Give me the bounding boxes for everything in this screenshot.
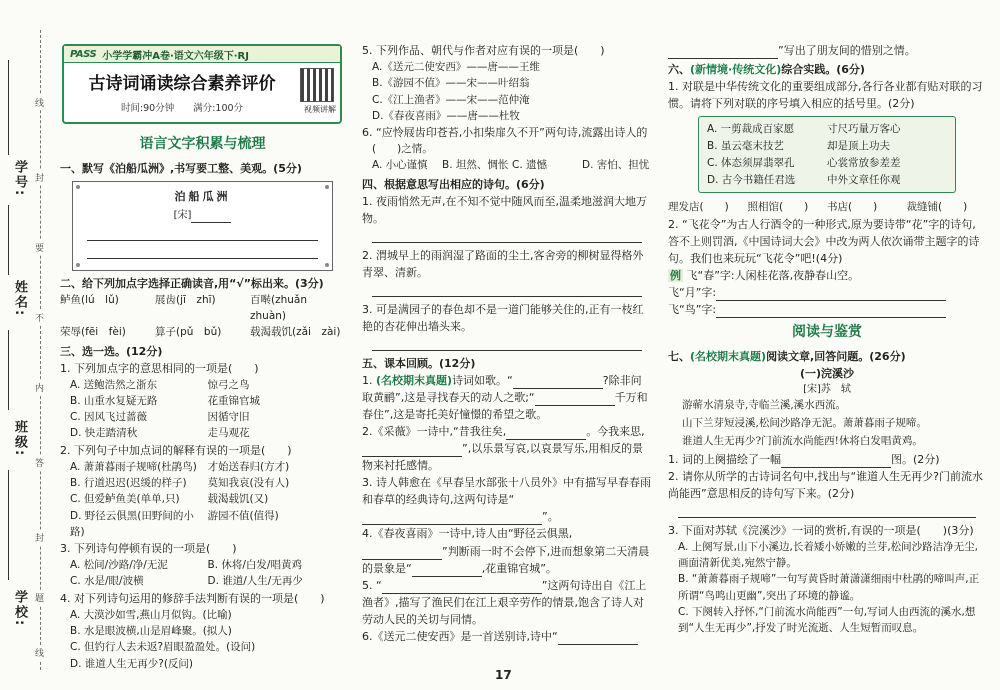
question: 1. 夜雨悄然无声,在不知不觉中随风而至,温柔地滋润大地万物。: [362, 194, 647, 225]
couplet-row: B. 虽云毫末技艺 却是顶上功夫: [707, 139, 890, 152]
option[interactable]: A. 大漠沙如雪,燕山月似钩。(比喻): [70, 608, 232, 621]
fly-flower-2: 飞“鸟”字:: [668, 301, 986, 318]
question: 2.《采薇》一诗中,“昔我往矣, 。今我来思,”,以乐景写哀,以哀景写乐,用相反的景物来衬托感情。: [362, 425, 645, 473]
question: 4. 对下列诗句运用的修辞手法判断有误的一项是( ): [60, 591, 325, 605]
shop-answer[interactable]: 照相馆( ): [747, 201, 809, 214]
question: 2. 下列句子中加点词的解释有误的一项是( ): [60, 443, 292, 457]
option-row[interactable]: C. 但爱鲈鱼美(单单,只) 载渴载饥(又): [70, 493, 269, 506]
question-cont: ”写出了朋友间的惜别之情。: [668, 42, 986, 59]
choice-row: [60, 292, 345, 325]
tick-text: 线: [35, 645, 44, 660]
question: 6.《送元二使安西》是一首送别诗,诗中“: [362, 628, 652, 645]
question: 3. 下面对苏轼《浣溪沙》一词的赏析,有误的一项是( )(3分): [668, 523, 974, 537]
answer-line[interactable]: [87, 225, 318, 241]
option-row[interactable]: B. 行道迟迟(迟缓的样子) 莫知我哀(没有人): [70, 477, 290, 490]
question: 2. 请你从所学的古诗词名句中,找出与“谁道人生无再少?门前流水尚能西”意思相反的诗句写下来。(2分): [668, 469, 984, 500]
question-cont: ( )之情。: [372, 143, 433, 156]
poem-intro: 游蕲水清泉寺,寺临兰溪,溪水西流。: [682, 399, 847, 412]
option-row[interactable]: D. 快走踏清秋 走马观花: [70, 427, 250, 440]
corner-dot: [325, 185, 329, 189]
option[interactable]: B.《游园不值》——宋——叶绍翁: [372, 77, 530, 90]
answer-line[interactable]: [678, 504, 976, 518]
corner-dot: [76, 185, 80, 189]
tag-label: (名校期末真题): [376, 374, 453, 388]
label-school: 学校:: [12, 590, 27, 628]
option[interactable]: D.《春夜喜雨》——唐——杜牧: [372, 109, 520, 122]
fill-blank[interactable]: [362, 559, 442, 560]
tick-text: 要: [35, 240, 44, 255]
tick-text: 不: [35, 310, 44, 325]
question: 1. 词的上阕描绘了一幅 图。(2分): [668, 451, 986, 468]
header-band: [64, 46, 340, 63]
option-row[interactable]: C. 水是/眼/波横 D. 谁道/人生/无再少: [70, 575, 303, 588]
option-row[interactable]: C. 因风飞过蔷薇 因循守旧: [70, 411, 250, 424]
poem-author: [宋]: [73, 208, 332, 224]
question: 1. (名校期末真题)诗词如歌。“ ?除非问取黄鹂”,这是寻找春天的动人之歌;“ 千万和春住”,这是寄托美好憧憬的希望之歌。: [362, 374, 648, 422]
section-title: 阅读与鉴赏: [792, 323, 862, 340]
option-row[interactable]: D. 野径云俱黑(田野间的小路) 游园不值(值得): [70, 509, 279, 538]
choice[interactable]: 载渴载饥(zǎi zài): [250, 326, 341, 339]
fill-line-school: [8, 470, 9, 580]
corner-dot: [325, 263, 329, 267]
question-heading: 二、给下列加点字选择正确读音,用“√”标出来。(3分): [60, 276, 324, 290]
tick-text: 题: [35, 590, 44, 605]
poem-line: 谁道人生无再少?门前流水尚能西!休将白发唱黄鸡。: [682, 434, 923, 447]
fill-line-name: [8, 205, 9, 275]
cut-line: [40, 30, 41, 670]
brand-logo: PASS: [70, 48, 97, 60]
option[interactable]: C. 遗憾: [512, 159, 548, 172]
fill-blank[interactable]: [513, 388, 603, 389]
shop-answer[interactable]: 理发店( ): [668, 201, 729, 214]
choice-row: [60, 324, 345, 340]
question: 2. “飞花令”为古人行酒令的一种形式,原为要诗带“花”字的诗句,答不上则罚酒,《中国诗词大会》中改为两人依次诵带主题字的诗句。我们也来玩玩“飞花令”吧!(4分): [668, 217, 980, 265]
choice[interactable]: 荣辱(fēi fèi): [60, 326, 126, 339]
fill-blank[interactable]: [506, 439, 586, 440]
option-row[interactable]: A. 松间/沙路/净/无泥 B. 休将/白发/唱黄鸡: [70, 559, 302, 572]
page-number: 17: [495, 668, 512, 682]
option[interactable]: C. 但钓行人去未返?眉眼盈盈处。(设问): [70, 641, 256, 654]
choice[interactable]: 百啭(zhuǎn zhuàn): [250, 293, 318, 323]
question: 5. 下列作品、朝代与作者对应有误的一项是( ): [362, 44, 605, 57]
option[interactable]: B. “萧萧暮雨子规啼”一句写黄昏时萧潇潇细雨中杜鹃的啼叫声,正所谓“鸟鸣山更幽”,突出了环境的静谧。: [678, 573, 980, 602]
couplet-row: D. 古今书籍任君选 中外文章任你观: [707, 173, 901, 186]
exam-meta: 时间:90分钟 满分:100分: [120, 103, 244, 114]
column-2: [362, 42, 652, 645]
choice[interactable]: 展齿(jī zhī): [155, 293, 216, 306]
label-id: 学号:: [12, 160, 27, 198]
option-row: [362, 157, 652, 173]
fill-blank[interactable]: [362, 456, 462, 457]
fill-blank[interactable]: [558, 644, 638, 645]
qr-code-icon[interactable]: [300, 68, 334, 102]
question-heading: 一、默写《泊船瓜洲》,书写要工整、美观。(5分): [60, 161, 302, 175]
exam-title: 古诗词诵读综合素养评价: [88, 74, 276, 94]
question-heading: 四、根据意思写出相应的诗句。(6分): [362, 177, 545, 191]
poem-title: (一)浣溪沙: [799, 366, 855, 380]
question: 3. 下列诗句停顿有误的一项是( ): [60, 542, 237, 556]
label-name: 姓名:: [12, 280, 27, 318]
couplet-row: C. 体态须屏翡翠孔 心裳常放参差差: [707, 156, 901, 169]
section-title: 语言文字积累与梳理: [139, 136, 266, 152]
corner-dot: [76, 263, 80, 267]
tick-text: 封: [35, 170, 44, 185]
answer-line[interactable]: [87, 243, 318, 259]
option[interactable]: D. 害怕、担忧: [582, 159, 650, 172]
shop-row: [668, 199, 986, 215]
fly-flower-1: 飞“月”字:: [668, 284, 986, 301]
fill-blank[interactable]: [716, 317, 946, 318]
couplet-box: [698, 116, 956, 193]
fill-blank[interactable]: [668, 58, 778, 59]
option[interactable]: A. 上阕写景,山下小溪边,长着矮小娇嫩的兰芽,松间沙路洁净无尘,画面清新优美,宛然宁静。: [678, 540, 979, 570]
option-row[interactable]: B. 山重水复疑无路 花重锦官城: [70, 394, 260, 407]
question: 1. 下列加点字的意思相同的一项是( ): [60, 361, 259, 375]
option-row[interactable]: A. 萧萧暮雨子规啼(杜鹃鸟) 才始送春归(方才): [70, 460, 290, 473]
fill-blank[interactable]: [382, 593, 542, 594]
question-heading: 七、(名校期末真题)阅读文章,回答问题。(26分): [668, 349, 906, 363]
fill-blank[interactable]: [535, 405, 615, 406]
option[interactable]: A. 小心谨慎: [372, 159, 428, 172]
option[interactable]: B. 水是眼波横,山是眉峰聚。(拟人): [70, 625, 232, 637]
answer-line[interactable]: [372, 229, 642, 243]
question: 3. 可是满园子的春色却不是一道门能够关住的,正有一枝红艳的杏花伸出墙头来。: [362, 302, 644, 333]
binding-strip: [0, 0, 58, 690]
question: 4.《春夜喜雨》一诗中,诗人由“野径云俱黑,”判断雨一时不会停下,进而想象第二天清晨的景象是“ ,花重锦官城”。: [362, 525, 652, 576]
tick-text: 封: [35, 530, 44, 545]
answer-line[interactable]: [372, 337, 642, 351]
question-heading: 六、(新情境·传统文化)综合实践。(6分): [668, 63, 865, 77]
question: 6. “应怜屐齿印苍苔,小扣柴扉久不开”两句诗,流露出诗人的: [362, 126, 648, 140]
tick-text: 答: [35, 455, 44, 470]
question-heading: 五、课本回顾。(12分): [362, 357, 476, 371]
option-row[interactable]: A. 送鲍浩然之浙东 惊弓之鸟: [70, 378, 250, 391]
option[interactable]: C. 下阕转入抒怀,“门前流水尚能西”一句,写词人由西流的溪水,想到“人生无再少”,抒发了时光流逝、人生短暂而叹息。: [678, 605, 976, 635]
poem-title: 泊船瓜洲: [174, 189, 231, 203]
choice[interactable]: 鲈鱼(lú lǔ): [60, 293, 119, 306]
shop-answer[interactable]: 书店( ): [827, 201, 878, 214]
exam-header: [62, 44, 342, 124]
question-heading: 三、选一选。(12分): [60, 344, 163, 358]
shop-answer[interactable]: 裁缝铺( ): [906, 201, 968, 214]
option[interactable]: D. 谁道人生无再少?(反问): [70, 657, 194, 670]
poem-writing-box[interactable]: [72, 181, 333, 271]
couplet-row: A. 一剪裁成百家愿 寸尺巧量万客心: [707, 123, 901, 136]
tag-label: (名校期末真题): [690, 349, 767, 363]
example-tag: 例: [670, 268, 681, 282]
tick-text: 线: [35, 95, 44, 110]
question: 5. “ ”这两句诗出自《江上渔者》,描写了渔民们在江上艰辛劳作的情景,饱含了诗人对劳动人民的关切与同情。: [362, 578, 647, 626]
tick-text: 内: [35, 380, 44, 395]
option[interactable]: B. 坦然、惆怅: [442, 159, 509, 172]
column-1: [60, 130, 345, 672]
question: 3. 诗人韩愈在《早春呈水部张十八员外》中有描写早春春雨和春草的经典诗句,这两句诗是“”。: [362, 474, 652, 525]
poem-author: [宋]苏 轼: [803, 383, 851, 395]
tag-label: (新情境·传统文化): [690, 63, 782, 77]
fill-line-id: [8, 60, 9, 155]
fill-line-class: [8, 330, 9, 410]
poem-line: 山下兰芽短浸溪,松间沙路净无泥。萧萧暮雨子规啼。: [682, 417, 927, 430]
series-name: 小学学霸冲A卷·语文六年级下·RJ: [102, 50, 249, 62]
column-3: [668, 42, 986, 637]
example: 例 飞“春”字:人闲桂花落,夜静春山空。: [670, 268, 860, 282]
qr-label: 视频讲解: [304, 105, 336, 114]
option[interactable]: A.《送元二使安西》——唐——王维: [372, 61, 540, 74]
label-class: 班级:: [12, 420, 27, 458]
question: 2. 渭城早上的雨润湿了路面的尘土,客舍旁的柳树显得格外青翠、清新。: [362, 248, 644, 279]
choice[interactable]: 算子(pǔ bǔ): [155, 326, 222, 339]
answer-line[interactable]: [372, 283, 642, 297]
question: 1. 对联是中华传统文化的重要组成部分,各行各业都有贴对联的习惯。请将下列对联的序号填入相应的括号里。(2分): [668, 80, 983, 111]
option[interactable]: C.《江上渔者》——宋——范仲淹: [372, 93, 530, 106]
